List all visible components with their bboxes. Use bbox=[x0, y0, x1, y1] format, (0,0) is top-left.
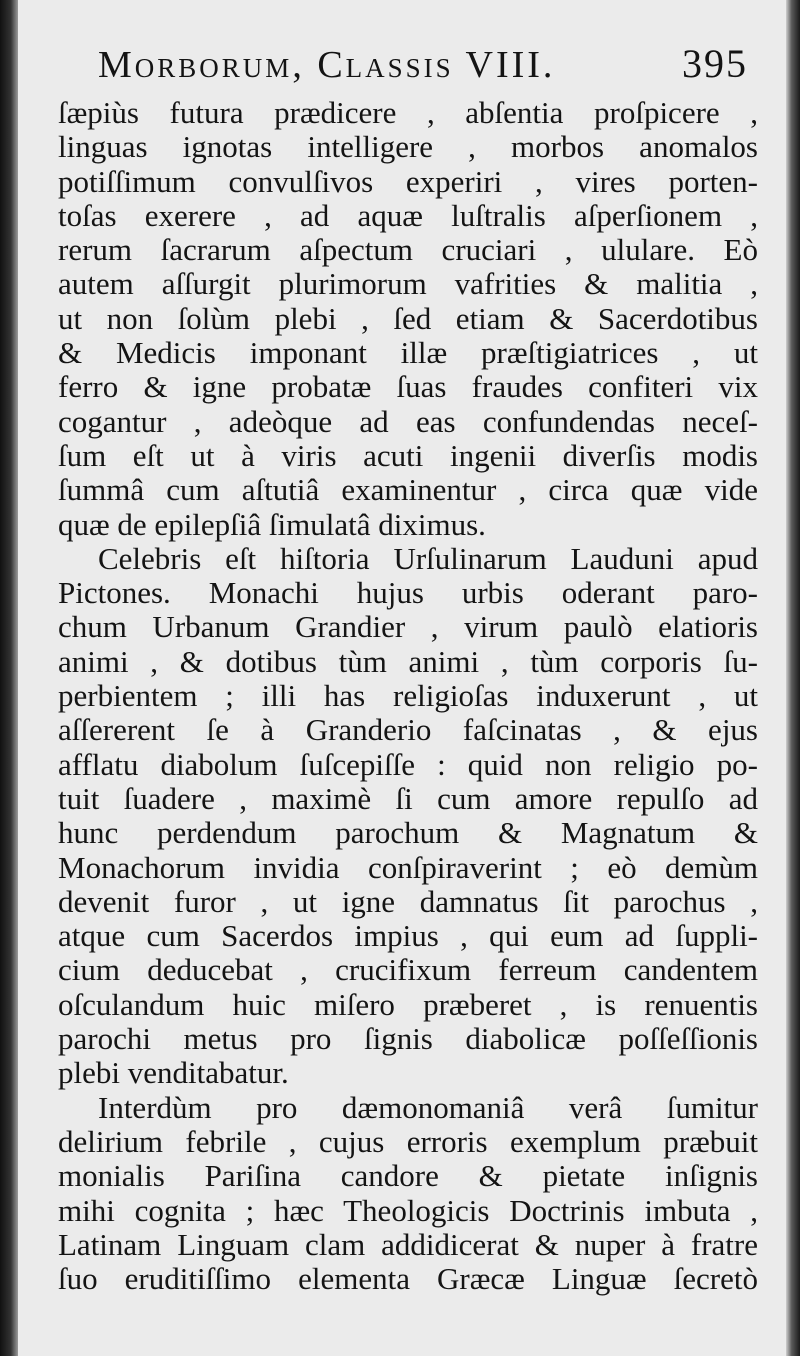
paragraph-1 bbox=[58, 96, 758, 542]
text-line: animi , & dotibus tùm animi , tùm corporis ſu- bbox=[58, 644, 758, 679]
text-line: autem aſſurgit plurimorum vafrities & malitia , bbox=[58, 267, 758, 302]
text-line: linguas ignotas intelligere , morbos anomalos bbox=[58, 130, 758, 165]
text-line: Celebris eſt hiſtoria Urſulinarum Lauduni apud bbox=[98, 541, 758, 576]
running-header bbox=[58, 40, 758, 96]
text-line: & Medicis imponant illæ præſtigiatrices , ut bbox=[58, 336, 758, 371]
text-line: cium deducebat , crucifixum ferreum candentem bbox=[58, 953, 758, 988]
text-line: oſculandum huic miſero præberet , is renuentis bbox=[58, 987, 758, 1022]
text-line: cogantur , adeòque ad eas confundendas neceſ- bbox=[58, 404, 758, 439]
paragraph-2 bbox=[58, 542, 758, 1091]
paragraph-3 bbox=[58, 1091, 758, 1297]
text-line: tuit ſuadere , maximè ſi cum amore repulſo ad bbox=[58, 781, 758, 816]
text-line: plebi venditabatur. bbox=[58, 1056, 289, 1091]
running-title: Morborum, Classis VIII. bbox=[98, 44, 556, 86]
text-line: devenit furor , ut igne damnatus ſit parochus , bbox=[58, 884, 758, 919]
text-line: perbientem ; illi has religioſas induxerunt , ut bbox=[58, 679, 758, 714]
text-line: afflatu diabolum ſuſcepiſſe : quid non religio po- bbox=[58, 747, 758, 782]
page-right-edge-shadow bbox=[786, 0, 800, 1356]
text-line: ferro & igne probatæ ſuas fraudes confiteri vix bbox=[58, 370, 758, 405]
text-line: chum Urbanum Grandier , virum paulò elatioris bbox=[58, 610, 758, 645]
text-line: quæ de epilepſiâ ſimulatâ diximus. bbox=[58, 507, 486, 542]
text-line: potiſſimum convulſivos experiri , vires porten- bbox=[58, 164, 758, 199]
text-line: ſuo eruditiſſimo elementa Græcæ Linguæ ſecretò bbox=[58, 1262, 758, 1297]
text-line: ſæpiùs futura prædicere , abſentia proſpicere , bbox=[58, 96, 758, 130]
text-line: monialis Pariſina candore & pietate inſignis bbox=[58, 1159, 758, 1194]
text-line: rerum ſacrarum aſpectum cruciari , ululare. Eò bbox=[58, 233, 758, 268]
page-text bbox=[58, 40, 758, 1296]
page-left-edge-shadow bbox=[0, 0, 18, 1356]
text-line: ut non ſolùm plebi , ſed etiam & Sacerdotibus bbox=[58, 301, 758, 336]
text-line: hunc perdendum parochum & Magnatum & bbox=[58, 816, 758, 851]
text-line: delirium febrile , cujus erroris exemplum præbuit bbox=[58, 1124, 758, 1159]
text-line: aſſererent ſe à Granderio faſcinatas , & ejus bbox=[58, 713, 758, 748]
book-page bbox=[18, 0, 790, 1356]
text-line: ſummâ cum aſtutiâ examinentur , circa quæ vide bbox=[58, 473, 758, 508]
text-line: Interdùm pro dæmonomaniâ verâ ſumitur bbox=[98, 1090, 758, 1125]
text-line: toſas exerere , ad aquæ luſtralis aſperſionem , bbox=[58, 198, 758, 233]
text-line: Monachorum invidia conſpiraverint ; eò demùm bbox=[58, 850, 758, 885]
text-line: parochi metus pro ſignis diabolicæ poſſeſſionis bbox=[58, 1022, 758, 1057]
text-line: Latinam Linguam clam addidicerat & nuper à fratre bbox=[58, 1227, 758, 1262]
text-line: atque cum Sacerdos impius , qui eum ad ſuppli- bbox=[58, 919, 758, 954]
text-line: Pictones. Monachi hujus urbis oderant paro- bbox=[58, 576, 758, 611]
text-line: mihi cognita ; hæc Theologicis Doctrinis imbuta , bbox=[58, 1193, 758, 1228]
page-number: 395 bbox=[682, 41, 748, 86]
text-line: ſum eſt ut à viris acuti ingenii diverſis modis bbox=[58, 438, 758, 473]
